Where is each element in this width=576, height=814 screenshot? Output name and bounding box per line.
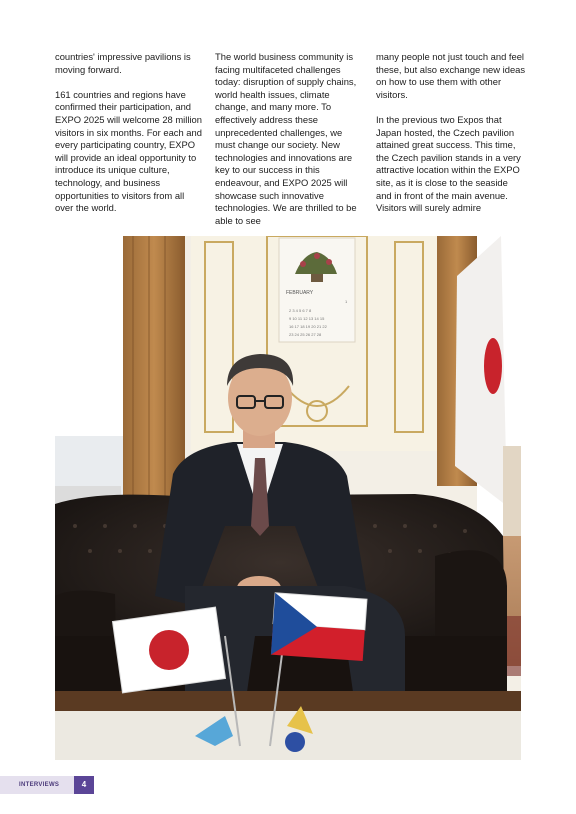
paragraph: The world business community is facing multifaceted challenges today: disruption of supply chains, world health issues, climate change, and many more. To effectively address these unprecedented challenges, we must change our society. New technologies and innovations are key to our success in this endeavour, and EXPO 2025 will showcase such innovative technologies. We are thrilled to be able to see [215, 51, 357, 226]
photo-illustration [55, 236, 521, 760]
paragraph: countries' impressive pavilions is moving forward. [55, 51, 191, 75]
calendar-row: 16 17 18 19 20 21 22 [289, 324, 327, 329]
text-column-2 [215, 51, 365, 240]
text-column-1 [55, 51, 205, 227]
calendar-month: FEBRUARY [286, 290, 314, 296]
interview-photo [55, 236, 521, 760]
page-number: 4 [74, 776, 94, 794]
calendar-row: 9 10 11 12 13 14 15 [289, 316, 325, 321]
calendar-row: 1 [345, 299, 348, 304]
paragraph: In the previous two Expos that Japan hosted, the Czech pavilion attained great success. This time, the Czech pavilion stands in a very attractive location within the EXPO site, as it is close to the seaside and in front of the main avenue. Visitors will surely admire [376, 113, 521, 214]
section-label: INTERVIEWS [0, 776, 74, 794]
paragraph: many people not just touch and feel these, but also exchange new ideas on how to use them with other visitors. [376, 51, 526, 100]
paragraph: 161 countries and regions have confirmed their participation, and EXPO 2025 will welcome 28 million visitors in six months. For each and every participating country, EXPO will provide an ideal opportunity to introduce its unique culture, technology, and business opportunities to visitors from all over the world. [55, 88, 202, 214]
calendar-row: 23 24 25 26 27 28 [289, 332, 322, 337]
text-column-3 [376, 51, 526, 227]
calendar-row: 2 3 4 5 6 7 8 [289, 308, 312, 313]
